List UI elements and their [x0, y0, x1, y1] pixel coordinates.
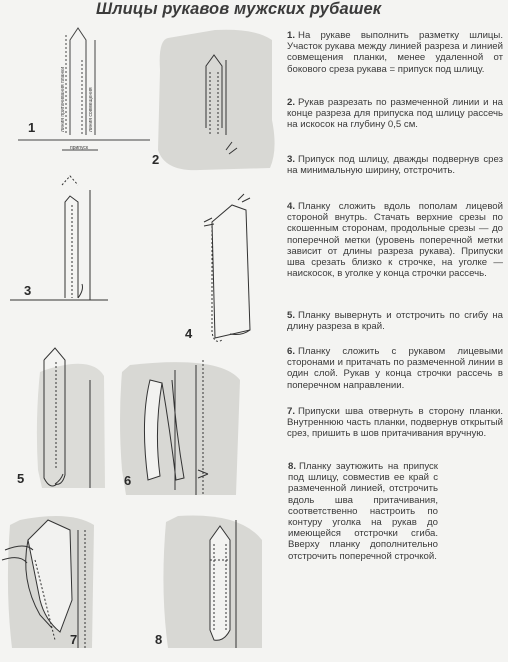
figure-4 — [204, 194, 250, 341]
figure-label-7: 7 — [70, 632, 78, 647]
step-3 — [287, 154, 503, 176]
figure-7 — [2, 516, 94, 648]
figure-6 — [120, 360, 240, 495]
step-4-number: 4. — [287, 201, 296, 212]
step-6-number: 6. — [287, 346, 296, 357]
page-title: Шлицы рукавов мужских рубашек — [96, 0, 382, 18]
step-3-number: 3. — [287, 154, 296, 165]
step-5-number: 5. — [287, 310, 296, 321]
step-6-text: Планку сложить с рукавом лицевыми сторонами и притачать по размеченной линии в один слой. Рукав у конца строчки рассечь в поперечном направлении. — [287, 346, 503, 391]
step-1-number: 1. — [287, 30, 296, 41]
figure-5 — [37, 348, 105, 488]
figure-label-1: 1 — [28, 120, 36, 135]
figure-3 — [10, 176, 108, 300]
step-1-text: На рукаве выполнить разметку шлицы. Участок рукава между линией разреза и линией совмещения планки, менее удаленной от бокового среза рукава = припуск под шлицу. — [287, 30, 503, 75]
figure-label-5: 5 — [17, 471, 25, 486]
fig1-cut-line-label: линия притачивания планки — [60, 66, 66, 132]
step-3-text: Припуск под шлицу, дважды подвернув срез на минимальную ширину, отстрочить. — [287, 154, 503, 177]
fig1-align-line-label: линия совмещения — [88, 87, 94, 132]
figure-label-6: 6 — [124, 473, 132, 488]
figure-label-2: 2 — [152, 152, 160, 167]
step-4-text: Планку сложить вдоль пополам лицевой стороной внутрь. Стачать верхние срезы по скошенным сторонам, продольные срезы — до поперечной метки (уровень поперечной метки зависит от длины разреза рукава). Припуски шва срезать близко к строчке, на уголке — наискосок, в уголке у конца строчки рассечь. — [287, 201, 503, 280]
step-5 — [287, 310, 503, 332]
figure-label-4: 4 — [185, 326, 193, 341]
step-7 — [287, 406, 503, 440]
figure-label-8: 8 — [155, 632, 163, 647]
figure-1 — [18, 28, 150, 150]
step-6 — [287, 346, 503, 391]
step-7-number: 7. — [287, 406, 296, 417]
fig1-allowance-label: припуск — [70, 145, 89, 151]
step-5-text: Планку вывернуть и отстрочить по сгибу на длину разреза в край. — [287, 310, 503, 333]
step-4 — [287, 201, 503, 279]
step-8-number: 8. — [288, 461, 297, 472]
step-8 — [288, 461, 438, 562]
step-7-text: Припуски шва отвернуть в сторону планки. Внутреннюю часть планки, подвернув открытый срез, пришить в шов притачивания вручную. — [287, 406, 503, 440]
figure-8 — [163, 516, 262, 649]
step-1 — [287, 30, 503, 75]
step-8-text: Планку заутюжить на припуск под шлицу, совместив ее край с размеченной линией, отстрочить вдоль шва притачивания, соответственно настроить по контуру уголка на рукав до имеющейся отстрочки сгиба. Вверху планку дополнительно отстрочить поперечной строчкой. — [288, 461, 438, 562]
step-2-text: Рукав разрезать по размеченной линии и на конце разреза для припуска под шлицу рассечь на искосок на глубину 0,5 см. — [287, 97, 503, 131]
step-2-number: 2. — [287, 97, 296, 108]
figure-2 — [158, 30, 275, 170]
step-2 — [287, 97, 503, 131]
figure-label-3: 3 — [24, 283, 32, 298]
